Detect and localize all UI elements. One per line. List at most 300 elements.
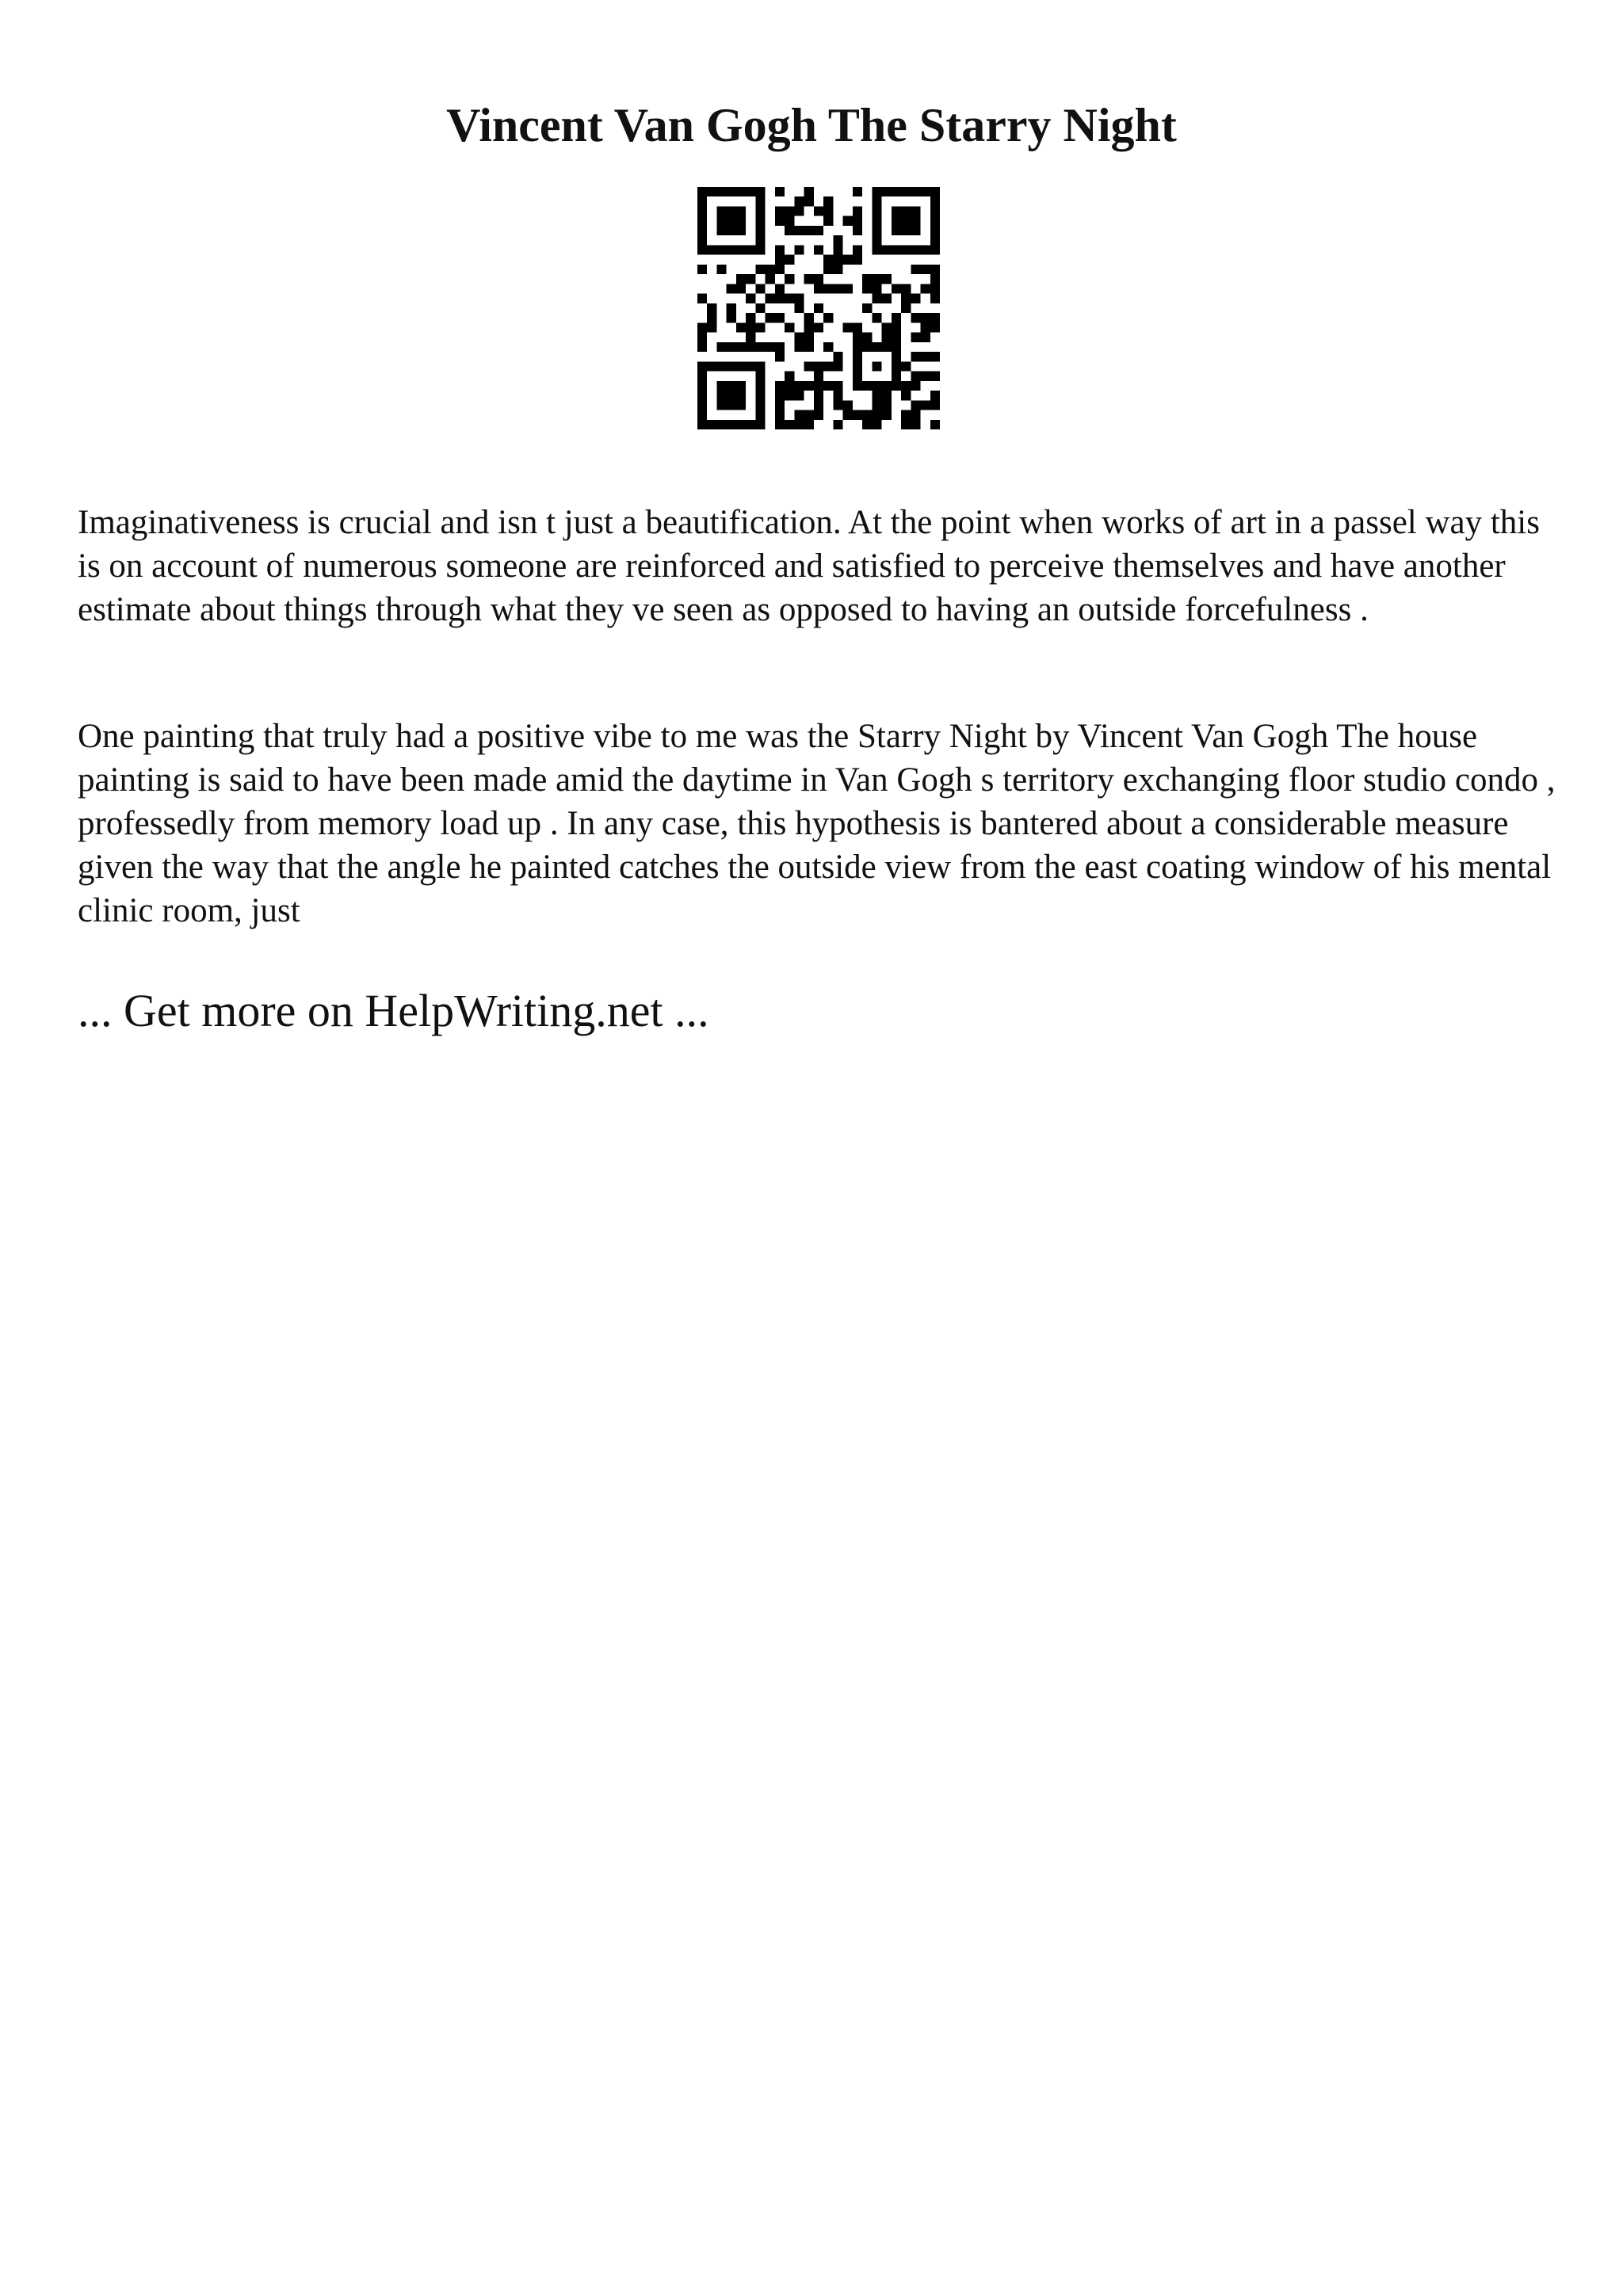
qr-module (727, 187, 736, 196)
qr-module (697, 216, 707, 226)
qr-module (755, 420, 765, 429)
qr-module (785, 322, 794, 332)
qr-module (775, 342, 785, 352)
qr-module (882, 322, 892, 332)
qr-module (804, 196, 814, 206)
qr-module (804, 361, 814, 371)
qr-module (707, 245, 716, 254)
qr-module (804, 187, 814, 196)
qr-module (901, 361, 911, 371)
qr-module (785, 294, 794, 303)
qr-module (901, 391, 911, 400)
qr-module (853, 206, 862, 215)
qr-module (892, 216, 901, 226)
qr-module (727, 284, 736, 293)
qr-module (911, 333, 920, 342)
qr-module (892, 361, 901, 371)
qr-module (911, 352, 920, 361)
qr-module (853, 352, 862, 361)
qr-module (853, 372, 862, 381)
qr-module (882, 333, 892, 342)
qr-module (794, 391, 804, 400)
qr-module (794, 226, 804, 235)
qr-module (882, 400, 892, 410)
qr-module (697, 381, 707, 391)
qr-module (921, 187, 930, 196)
qr-module (746, 245, 755, 254)
qr-module (823, 265, 833, 274)
qr-module (930, 372, 940, 381)
qr-module (930, 235, 940, 245)
qr-module (716, 206, 726, 215)
qr-module (775, 313, 785, 322)
qr-module (853, 187, 862, 196)
qr-module (794, 381, 804, 391)
qr-module (736, 342, 746, 352)
qr-module (901, 187, 911, 196)
qr-module (892, 342, 901, 352)
qr-module (901, 216, 911, 226)
qr-module (930, 216, 940, 226)
qr-module (746, 420, 755, 429)
qr-module (727, 226, 736, 235)
qr-module (794, 294, 804, 303)
qr-module (804, 274, 814, 284)
qr-module (775, 187, 785, 196)
qr-module (755, 265, 765, 274)
qr-module (882, 187, 892, 196)
qr-module (736, 400, 746, 410)
qr-module (716, 187, 726, 196)
qr-module (785, 372, 794, 381)
qr-module (727, 303, 736, 313)
qr-module (833, 284, 842, 293)
qr-module (901, 206, 911, 215)
qr-module (727, 216, 736, 226)
qr-module (736, 420, 746, 429)
qr-module (911, 216, 920, 226)
qr-module (697, 420, 707, 429)
qr-module (736, 274, 746, 284)
qr-module (746, 313, 755, 322)
qr-module (736, 322, 746, 332)
qr-module (775, 294, 785, 303)
qr-module (833, 400, 842, 410)
qr-module (930, 322, 940, 332)
qr-module (930, 226, 940, 235)
qr-module (872, 313, 881, 322)
qr-module (814, 372, 823, 381)
qr-module (930, 400, 940, 410)
qr-module (853, 361, 862, 371)
qr-module (785, 274, 794, 284)
qr-module (716, 342, 726, 352)
qr-module (882, 274, 892, 284)
qr-module (755, 391, 765, 400)
qr-module (766, 294, 775, 303)
qr-module (727, 400, 736, 410)
qr-module (930, 391, 940, 400)
qr-module (746, 187, 755, 196)
qr-module (697, 333, 707, 342)
qr-module (901, 226, 911, 235)
qr-module (804, 313, 814, 322)
qr-module (882, 381, 892, 391)
qr-module (833, 381, 842, 391)
qr-module (930, 294, 940, 303)
qr-module (736, 381, 746, 391)
qr-module (930, 196, 940, 206)
qr-module (862, 333, 872, 342)
qr-module (755, 206, 765, 215)
qr-module (746, 294, 755, 303)
qr-module (853, 322, 862, 332)
qr-module (921, 284, 930, 293)
qr-module (853, 255, 862, 265)
qr-module (833, 361, 842, 371)
qr-module (755, 284, 765, 293)
qr-module (853, 342, 862, 352)
qr-module (775, 216, 785, 226)
qr-module (775, 255, 785, 265)
qr-module (892, 333, 901, 342)
qr-module (804, 226, 814, 235)
qr-module (697, 361, 707, 371)
qr-module (862, 381, 872, 391)
qr-module (843, 322, 853, 332)
qr-module (872, 226, 881, 235)
qr-module (814, 303, 823, 313)
qr-module (755, 400, 765, 410)
qr-module (921, 372, 930, 381)
qr-module (736, 361, 746, 371)
qr-module (872, 274, 881, 284)
qr-module (882, 294, 892, 303)
qr-module (794, 206, 804, 215)
qr-module (755, 381, 765, 391)
qr-module (697, 235, 707, 245)
qr-module (785, 216, 794, 226)
qr-module (911, 206, 920, 215)
qr-module (697, 245, 707, 254)
qr-module (804, 342, 814, 352)
qr-module (892, 313, 901, 322)
qr-module (833, 420, 842, 429)
qr-module (872, 206, 881, 215)
qr-module (804, 381, 814, 391)
qr-module (921, 400, 930, 410)
qr-module (901, 420, 911, 429)
qr-module (872, 294, 881, 303)
qr-module (901, 245, 911, 254)
qr-module (716, 216, 726, 226)
qr-module (736, 391, 746, 400)
qr-module (785, 391, 794, 400)
qr-module (892, 245, 901, 254)
qr-module (755, 361, 765, 371)
qr-module (921, 352, 930, 361)
qr-module (727, 206, 736, 215)
qr-module (833, 255, 842, 265)
qr-module (794, 420, 804, 429)
qr-module (901, 294, 911, 303)
qr-module (697, 196, 707, 206)
qr-module (736, 226, 746, 235)
qr-module (775, 420, 785, 429)
qr-module (707, 361, 716, 371)
qr-module (697, 265, 707, 274)
qr-module (775, 400, 785, 410)
qr-module (804, 322, 814, 332)
qr-module (697, 226, 707, 235)
qr-module (804, 333, 814, 342)
qr-module (872, 361, 881, 371)
qr-module (872, 410, 881, 420)
qr-module (794, 196, 804, 206)
qr-module (697, 391, 707, 400)
qr-module (892, 226, 901, 235)
qr-module (775, 284, 785, 293)
qr-module (862, 342, 872, 352)
qr-module (755, 216, 765, 226)
qr-module (862, 303, 872, 313)
qr-module (814, 410, 823, 420)
qr-module (814, 361, 823, 371)
qr-module (862, 420, 872, 429)
qr-module (823, 381, 833, 391)
qr-module (872, 391, 881, 400)
qr-module (697, 187, 707, 196)
qr-module (697, 372, 707, 381)
qr-module (862, 410, 872, 420)
qr-module (882, 342, 892, 352)
qr-module (833, 352, 842, 361)
qr-module (707, 303, 716, 313)
qr-module (911, 400, 920, 410)
qr-module (794, 342, 804, 352)
qr-module (814, 206, 823, 215)
page-title: Vincent Van Gogh The Starry Night (446, 99, 1177, 151)
qr-module (872, 216, 881, 226)
qr-module (736, 284, 746, 293)
paragraph-1: Imaginativeness is crucial and isn t just a beautification. At the point when works of art in a passel way this is on account of numerous someone are reinforced and satisfied to perceive themselves and have another estimate about things through what they ve seen as opposed to having an outside forcefulness . (78, 504, 1540, 628)
qr-module (911, 187, 920, 196)
qr-module (901, 381, 911, 391)
qr-module (833, 235, 842, 245)
qr-module (814, 226, 823, 235)
qr-code-graphic (697, 187, 940, 429)
qr-module (892, 187, 901, 196)
qr-module (892, 206, 901, 215)
qr-module (707, 187, 716, 196)
qr-module (921, 333, 930, 342)
qr-module (843, 284, 853, 293)
qr-module (794, 410, 804, 420)
qr-module (872, 196, 881, 206)
qr-module (794, 303, 804, 313)
qr-module (794, 245, 804, 254)
qr-module (716, 400, 726, 410)
qr-module (755, 372, 765, 381)
qr-module (911, 245, 920, 254)
qr-module (755, 303, 765, 313)
qr-module (833, 265, 842, 274)
qr-module (755, 226, 765, 235)
qr-module (843, 255, 853, 265)
qr-module (930, 187, 940, 196)
qr-module (697, 400, 707, 410)
qr-module (911, 372, 920, 381)
qr-module (843, 216, 853, 226)
qr-module (911, 226, 920, 235)
qr-module (814, 381, 823, 391)
qr-module (853, 226, 862, 235)
qr-module (766, 274, 775, 284)
qr-module (872, 400, 881, 410)
qr-module (775, 206, 785, 215)
qr-module (755, 322, 765, 332)
qr-module (823, 206, 833, 215)
qr-module (930, 206, 940, 215)
qr-module (755, 245, 765, 254)
qr-module (804, 410, 814, 420)
qr-module (775, 381, 785, 391)
qr-module (921, 245, 930, 254)
qr-module (804, 420, 814, 429)
qr-module (707, 322, 716, 332)
qr-module (746, 274, 755, 284)
qr-module (727, 245, 736, 254)
qr-module (930, 420, 940, 429)
qr-module (930, 274, 940, 284)
qr-module (892, 352, 901, 361)
qr-module (823, 196, 833, 206)
qr-module (892, 322, 901, 332)
qr-module (833, 245, 842, 254)
get-more-link[interactable]: ... Get more on HelpWriting.net ... (78, 985, 709, 1036)
qr-module (736, 187, 746, 196)
qr-module (911, 265, 920, 274)
qr-module (892, 372, 901, 381)
qr-module (930, 352, 940, 361)
qr-module (823, 255, 833, 265)
qr-module (785, 255, 794, 265)
qr-module (716, 381, 726, 391)
qr-module (823, 216, 833, 226)
qr-module (707, 420, 716, 429)
qr-module (755, 410, 765, 420)
qr-module (853, 333, 862, 342)
qr-module (727, 313, 736, 322)
qr-module (892, 381, 901, 391)
qr-module (716, 245, 726, 254)
qr-module (746, 322, 755, 332)
qr-module (911, 294, 920, 303)
qr-module (716, 361, 726, 371)
qr-module (766, 342, 775, 352)
qr-module (727, 391, 736, 400)
qr-module (862, 284, 872, 293)
qr-module (921, 313, 930, 322)
qr-module (775, 410, 785, 420)
qr-module (930, 284, 940, 293)
qr-module (716, 391, 726, 400)
qr-module (853, 410, 862, 420)
qr-module (930, 245, 940, 254)
qr-module (736, 245, 746, 254)
qr-module (892, 284, 901, 293)
qr-module (697, 294, 707, 303)
qr-module (775, 352, 785, 361)
qr-module (872, 342, 881, 352)
qr-module (930, 313, 940, 322)
paragraph-2: One painting that truly had a positive vibe to me was the Starry Night by Vincent Van Gogh The house painting is said to have been made amid the daytime in Van Gogh s territory exchanging floor studio condo , professedly from memory load up . In any case, this hypothesis is bantered about a considerable measure given the way that the angle he painted catches the outside view from the east coating window of his mental clinic room, just (78, 718, 1556, 929)
qr-module (921, 322, 930, 332)
qr-module (697, 206, 707, 215)
qr-module (755, 342, 765, 352)
qr-module (853, 216, 862, 226)
qr-module (785, 420, 794, 429)
qr-module (755, 187, 765, 196)
qr-module (872, 187, 881, 196)
qr-module (736, 216, 746, 226)
qr-module (785, 381, 794, 391)
qr-module (716, 265, 726, 274)
qr-module (911, 313, 920, 322)
qr-module (814, 284, 823, 293)
qr-module (901, 303, 911, 313)
qr-module (814, 322, 823, 332)
qr-module (911, 381, 920, 391)
qr-module (872, 235, 881, 245)
qr-module (901, 284, 911, 293)
qr-module (823, 361, 833, 371)
qr-module (697, 410, 707, 420)
qr-module (727, 361, 736, 371)
qr-module (911, 410, 920, 420)
qr-module (766, 265, 775, 274)
qr-module (775, 245, 785, 254)
qr-module (727, 381, 736, 391)
qr-module (775, 265, 785, 274)
qr-module (872, 284, 881, 293)
qr-module (823, 284, 833, 293)
qr-module (862, 274, 872, 284)
qr-module (716, 226, 726, 235)
qr-module (901, 410, 911, 420)
qr-module (814, 274, 823, 284)
qr-module (882, 245, 892, 254)
qr-module (843, 410, 853, 420)
qr-module (911, 420, 920, 429)
qr-module (853, 245, 862, 254)
qr-module (775, 391, 785, 400)
qr-module (814, 391, 823, 400)
qr-module (716, 420, 726, 429)
qr-code-icon[interactable] (697, 187, 940, 429)
qr-module (727, 420, 736, 429)
qr-module (814, 400, 823, 410)
qr-module (746, 342, 755, 352)
qr-module (746, 333, 755, 342)
qr-module (707, 313, 716, 322)
qr-module (930, 265, 940, 274)
qr-module (823, 313, 833, 322)
qr-module (794, 333, 804, 342)
qr-module (833, 391, 842, 400)
qr-module (882, 391, 892, 400)
qr-module (872, 420, 881, 429)
